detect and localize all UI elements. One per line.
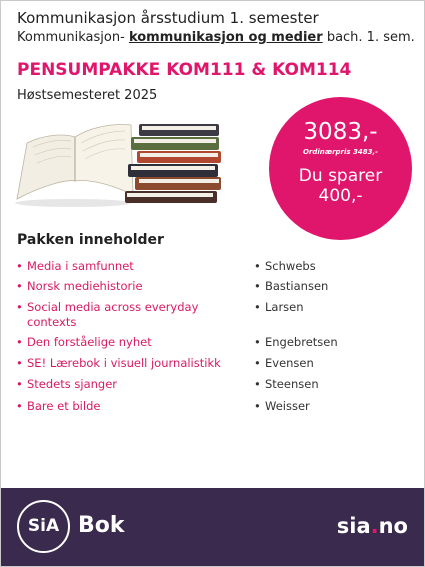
- ordinary-price: Ordinærpris 3483,-: [302, 148, 379, 156]
- contents-heading: Pakken inneholder: [17, 232, 164, 248]
- list-item-author: • Evensen: [254, 356, 314, 371]
- books-illustration: [13, 113, 249, 209]
- list-item-author: • Weisser: [254, 399, 310, 414]
- list-item-book-title: • SE! Lærebok i visuell journalistikk: [16, 356, 221, 371]
- price-badge: [269, 97, 412, 240]
- subtitle: [17, 29, 416, 47]
- list-item-author: • Engebretsen: [254, 335, 338, 350]
- list-item-book-title: • Media i samfunnet: [16, 259, 134, 274]
- list-item-book-title: • Bare et bilde: [16, 399, 100, 414]
- list-item-author: • Schwebs: [254, 259, 316, 274]
- sia-logo-mark: SiA: [17, 500, 70, 553]
- semester-label: Høstsemesteret 2025: [17, 88, 158, 103]
- list-item-author: • Bastiansen: [254, 279, 328, 294]
- savings-label: Du sparer: [298, 166, 383, 186]
- list-item-author: • Larsen: [254, 300, 304, 315]
- list-item-book-title: • Den forståelige nyhet: [16, 335, 152, 350]
- list-item-author: • Steensen: [254, 377, 319, 392]
- site-name: sia.no: [336, 514, 408, 538]
- page-title: PENSUMPAKKE KOM111 & KOM114: [17, 60, 352, 80]
- package-price: 3083,-: [303, 119, 378, 145]
- program-name: Kommunikasjon årsstudium 1. semester: [17, 9, 319, 27]
- list-item-book-title: • Norsk mediehistorie: [16, 279, 143, 294]
- subtitle-suffix: bach. 1. sem.: [326, 30, 415, 45]
- list-item-book-title: • Stedets sjanger: [16, 377, 117, 392]
- sia-logo-word: Bok: [78, 513, 125, 538]
- list-item-book-title: • Social media across everyday contexts: [16, 300, 198, 330]
- subtitle-prefix: Kommunikasjon-: [17, 30, 125, 45]
- header: [17, 8, 416, 105]
- savings-amount: 400,-: [318, 186, 363, 206]
- footer: [1, 488, 424, 566]
- subtitle-bold: kommunikasjon og medier: [128, 30, 323, 45]
